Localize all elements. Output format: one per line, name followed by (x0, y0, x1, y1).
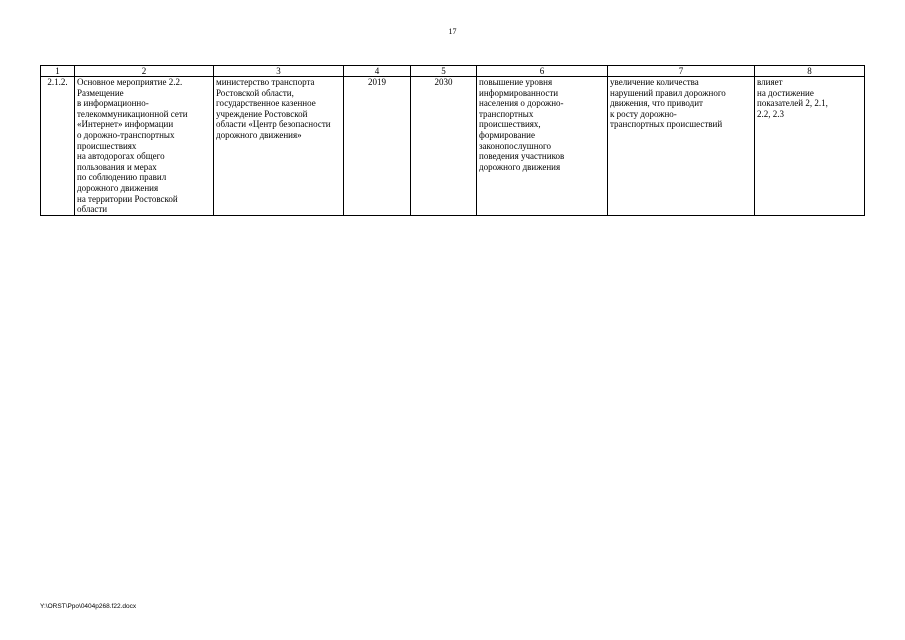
cell-text-line: телекоммуникационной сети (77, 108, 188, 119)
cell-text-line: транспортных происшествий (610, 119, 723, 130)
cell-text-line: движения, что приводит (610, 98, 703, 109)
cell-text-line: показателей 2, 2.1, (757, 98, 828, 109)
cell-text-line: дорожного движения» (216, 129, 302, 140)
measure-name-cell (75, 77, 214, 216)
cell-text-line: повышение уровня (479, 77, 553, 87)
column-number-8: 8 (755, 66, 865, 77)
cell-text-line: о дорожно-транспортных (77, 129, 175, 140)
cell-text-line: поведения участников (479, 151, 565, 162)
cell-text-line: 2.2, 2.3 (757, 108, 784, 119)
cell-text-line: на автодорогах общего (77, 151, 165, 162)
program-table (40, 65, 865, 216)
cell-text-line: к росту дорожно- (610, 108, 677, 119)
column-number-4: 4 (344, 66, 411, 77)
column-number-5: 5 (411, 66, 477, 77)
column-number-3: 3 (214, 66, 344, 77)
column-number-7: 7 (608, 66, 755, 77)
cell-text-line: министерство транспорта (216, 77, 315, 87)
cell-text-line: Размещение (77, 87, 124, 98)
cell-text-line: законопослушного (479, 140, 552, 151)
cell-text-line: пользования и мерах (77, 161, 157, 172)
cell-text-line: государственное казенное (216, 98, 316, 109)
cell-text-line: на территории Ростовской (77, 193, 178, 204)
cell-text-line: происшествиях, (479, 119, 541, 130)
cell-text-line: учреждение Ростовской (216, 108, 308, 119)
cell-text-line: дорожного движения (479, 161, 561, 172)
cell-text-line: дорожного движения (77, 182, 159, 193)
column-number-1: 1 (41, 66, 75, 77)
cell-text-line: в информационно- (77, 98, 149, 109)
cell-text-line: «Интернет» информации (77, 119, 174, 130)
row-number-cell: 2.1.2. (41, 77, 75, 216)
expected-result-cell (477, 77, 608, 216)
column-number-6: 6 (477, 66, 608, 77)
page-number: 17 (448, 27, 457, 36)
column-number-2: 2 (75, 66, 214, 77)
cell-text-line: по соблюдению правил (77, 172, 167, 183)
cell-text-line: информированности (479, 87, 559, 98)
executor-cell (214, 77, 344, 216)
cell-text-line: Ростовской области, (216, 87, 294, 98)
start-year-cell: 2019 (344, 77, 411, 216)
file-path-footer: Y:\ORST\Ppo\0404p268.f22.docx (40, 603, 137, 610)
table-row (41, 77, 865, 216)
cell-text-line: на достижение (757, 87, 814, 98)
end-year-cell: 2030 (411, 77, 477, 216)
column-number-row (41, 66, 865, 77)
cell-text-line: увеличение количества (610, 77, 699, 87)
cell-text-line: влияет (757, 77, 783, 87)
cell-text-line: происшествиях (77, 140, 137, 151)
cell-text-line: формирование (479, 129, 535, 140)
cell-text-line: области (77, 204, 108, 215)
cell-text-line: транспортных (479, 108, 534, 119)
cell-text-line: области «Центр безопасности (216, 119, 331, 130)
cell-text-line: населения о дорожно- (479, 98, 564, 109)
consequences-cell (608, 77, 755, 216)
indicators-cell (755, 77, 865, 216)
cell-text-line: Основное мероприятие 2.2. (77, 77, 183, 87)
cell-text-line: нарушений правил дорожного (610, 87, 726, 98)
